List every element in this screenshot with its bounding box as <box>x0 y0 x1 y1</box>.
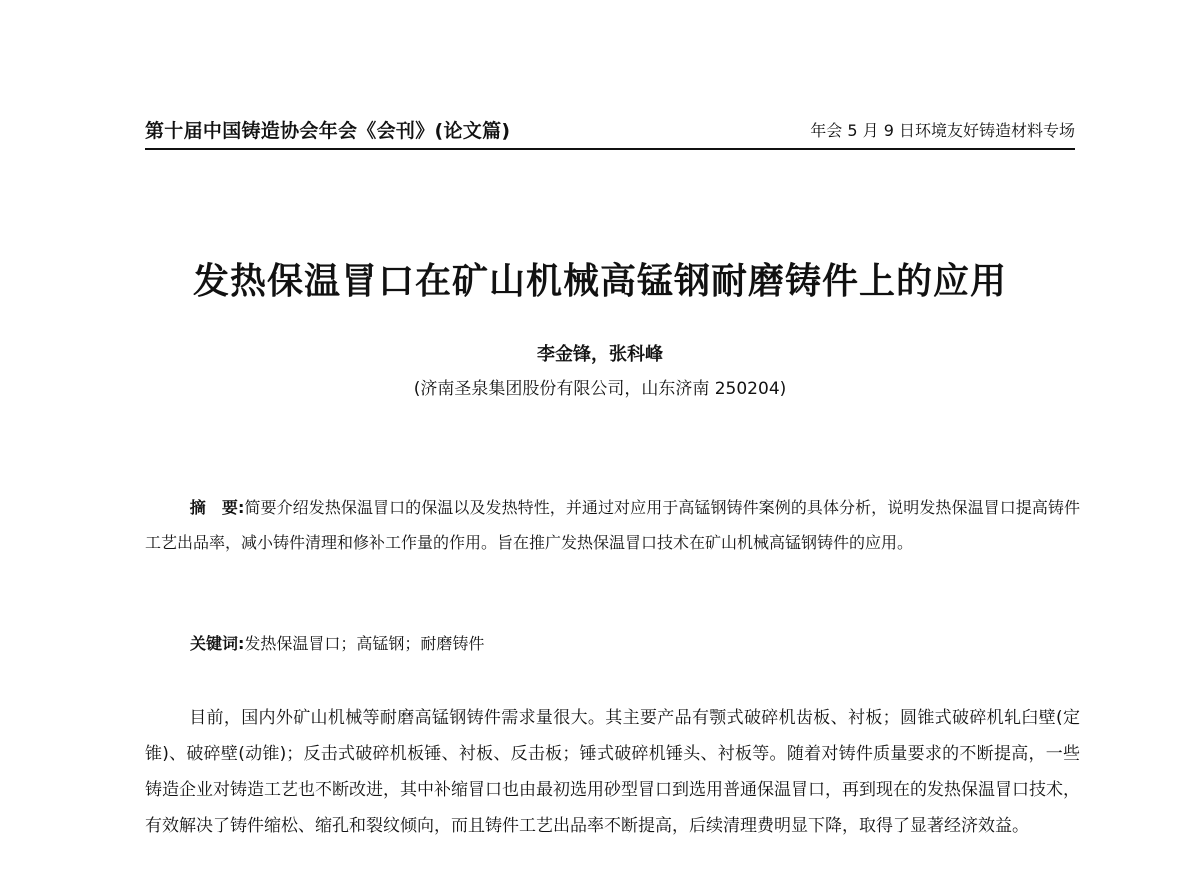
author-affiliation: (济南圣泉集团股份有限公司，山东济南 250204) <box>413 379 787 399</box>
keywords-block <box>190 631 484 654</box>
abstract-label: 摘 要: <box>189 498 245 517</box>
keywords-label: 关键词: <box>190 634 245 653</box>
paper-authors: 李金锋，张科峰 <box>537 344 663 365</box>
abstract-block <box>145 490 1080 560</box>
body-paragraph: 目前，国内外矿山机械等耐磨高锰钢铸件需求量很大。其主要产品有颚式破碎机齿板、衬板；圆锥式破碎机轧臼壁(定锥)、破碎壁(动锥)；反击式破碎机板锤、衬板、反击板；锤式破碎机锤头、衬板等。随着对铸件质量要求的不断提高，一些铸造企业对铸造工艺也不断改进，其中补缩冒口也由最初选用砂型冒口到选用普通保温冒口，再到现在的发热保温冒口技术，有效解决了铸件缩松、缩孔和裂纹倾向，而且铸件工艺出品率不断提高，后续清理费明显下降，取得了显著经济效益。 <box>145 708 1080 836</box>
header-session-info: 年会 5 月 9 日环境友好铸造材料专场 <box>810 121 1075 140</box>
paper-title: 发热保温冒口在矿山机械高锰钢耐磨铸件上的应用 <box>192 261 1007 302</box>
running-header <box>145 114 1075 150</box>
keywords-text: 发热保温冒口；高锰钢；耐磨铸件 <box>244 634 485 653</box>
header-journal-title: 第十届中国铸造协会年会《会刊》(论文篇) <box>145 120 511 142</box>
abstract-text: 简要介绍发热保温冒口的保温以及发热特性，并通过对应用于高锰钢铸件案例的具体分析，说明发热保温冒口提高铸件工艺出品率，减小铸件清理和修补工作量的作用。旨在推广发热保温冒口技术在矿山机械高锰钢铸件的应用。 <box>145 498 1080 552</box>
